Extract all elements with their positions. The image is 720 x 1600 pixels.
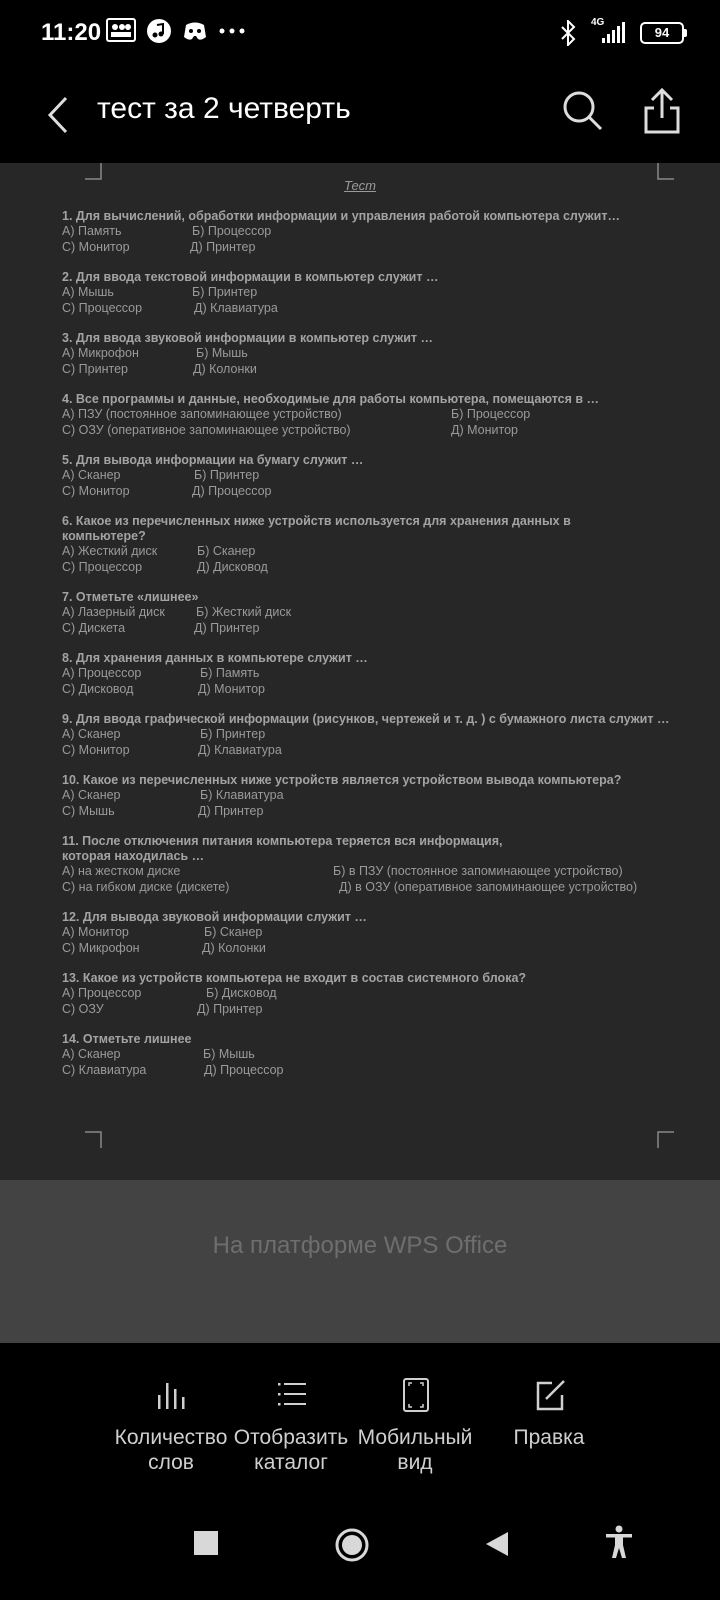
back-nav-icon[interactable] (484, 1531, 510, 1557)
home-icon[interactable] (334, 1527, 370, 1563)
answer-option: Б) Жесткий диск (196, 605, 292, 619)
answer-option: Д) в ОЗУ (оперативное запоминающее устройство) (339, 879, 638, 894)
chart-bars-icon (154, 1377, 190, 1413)
answer-option: С) Мышь (62, 803, 115, 818)
notification-icons (106, 18, 248, 44)
question-1 (62, 209, 682, 255)
answer-option: Д) Колонки (202, 940, 266, 955)
answer-option: Б) Процессор (192, 224, 272, 238)
answer-option: А) Сканер (62, 1047, 121, 1061)
answer-option: А) Лазерный диск (62, 605, 165, 619)
answer-option: Б) Сканер (204, 925, 263, 939)
question-text: 9. Для ввода графической информации (рисунков, чертежей и т. д. ) с бумажного листа служит … (62, 712, 670, 726)
question-9 (62, 712, 682, 758)
answer-option: Б) Процессор (451, 407, 531, 421)
mobile-view-label: вид (397, 1451, 433, 1474)
discord-notification-icon (182, 19, 208, 43)
more-notifications-icon (218, 26, 248, 36)
question-5 (62, 453, 682, 499)
answer-option: А) Процессор (62, 986, 142, 1000)
bluetooth-icon (560, 20, 576, 46)
answer-option: С) Процессор (62, 559, 143, 574)
answer-option: Д) Монитор (451, 422, 518, 437)
question-text: 5. Для вывода информации на бумагу служит … (62, 453, 364, 467)
answer-option: С) Принтер (62, 361, 128, 376)
question-13 (62, 971, 682, 1017)
answer-option: А) ПЗУ (постоянное запоминающее устройство) (62, 407, 342, 421)
answer-option: Б) Мышь (203, 1047, 255, 1061)
answer-option: А) Жесткий диск (62, 544, 158, 558)
share-icon[interactable] (640, 86, 684, 136)
document-title: тест за 2 четверть (97, 92, 351, 125)
question-text: 11. После отключения питания компьютера теряется вся информация, которая находилась … (62, 834, 503, 863)
answer-option: Д) Колонки (193, 361, 257, 376)
answer-option: Д) Дисковод (197, 559, 268, 574)
signal-icon (588, 20, 628, 46)
test-heading: Тест (344, 178, 376, 193)
question-text: 12. Для вывода звуковой информации служит … (62, 910, 367, 924)
question-11 (62, 834, 682, 895)
answer-option: Б) Сканер (197, 544, 256, 558)
question-3 (62, 331, 682, 377)
question-2 (62, 270, 682, 316)
word-count-label: Количество (114, 1426, 228, 1449)
answer-option: Б) Дисковод (206, 986, 277, 1000)
question-text: 7. Отметьте «лишнее» (62, 590, 199, 604)
edit-icon (532, 1377, 568, 1413)
document-viewer[interactable] (0, 163, 720, 1180)
question-4 (62, 392, 682, 438)
answer-option: Д) Принтер (198, 803, 264, 818)
music-notification-icon (146, 18, 172, 44)
show-catalog-label: каталог (254, 1451, 328, 1474)
answer-option: Б) Мышь (196, 346, 248, 360)
recent-apps-icon[interactable] (194, 1531, 218, 1555)
answer-option: А) Сканер (62, 468, 121, 482)
page-corner-mark (85, 1130, 103, 1148)
answer-option: Б) Принтер (192, 285, 258, 299)
answer-option: А) на жестком диске (62, 864, 181, 878)
answer-option: А) Монитор (62, 925, 129, 939)
question-text: 14. Отметьте лишнее (62, 1032, 192, 1046)
answer-option: С) ОЗУ (62, 1001, 104, 1016)
answer-option: А) Сканер (62, 788, 121, 802)
answer-option: Д) Клавиатура (194, 300, 278, 315)
question-6 (62, 514, 682, 575)
word-count-label: слов (148, 1451, 194, 1474)
answer-option: Б) Клавиатура (200, 788, 284, 802)
answer-option: С) Монитор (62, 742, 130, 757)
answer-option: Д) Процессор (204, 1062, 284, 1077)
page-corner-mark (656, 1130, 674, 1148)
answer-option: С) Дискета (62, 620, 126, 635)
answer-option: Б) Принтер (194, 468, 260, 482)
gallery-notification-icon (106, 18, 136, 44)
question-text: 4. Все программы и данные, необходимые для работы компьютера, помещаются в … (62, 392, 600, 406)
system-icons (560, 17, 684, 46)
bottom-toolbar (0, 1343, 720, 1503)
question-8 (62, 651, 682, 697)
question-12 (62, 910, 682, 956)
answer-option: С) Монитор (62, 483, 130, 498)
test-body (62, 209, 682, 1093)
app-bar (0, 70, 720, 163)
answer-option: А) Микрофон (62, 346, 139, 360)
question-text: 1. Для вычислений, обработки информации и управления работой компьютера служит… (62, 209, 620, 223)
network-type: 4G (591, 17, 605, 28)
answer-option: А) Мышь (62, 285, 114, 299)
list-icon (274, 1377, 310, 1413)
answer-option: С) на гибком диске (дискете) (62, 879, 230, 894)
edit-label: Правка (513, 1426, 585, 1449)
answer-option: Б) Принтер (200, 727, 266, 741)
answer-option: С) Монитор (62, 239, 130, 254)
accessibility-icon[interactable] (604, 1525, 634, 1559)
answer-option: С) Процессор (62, 300, 143, 315)
answer-option: Д) Принтер (190, 239, 256, 254)
question-text: 2. Для ввода текстовой информации в компьютер служит … (62, 270, 439, 284)
platform-text: На платформе WPS Office (212, 1232, 508, 1259)
mobile-view-icon (398, 1377, 434, 1413)
signal-indicator (588, 17, 628, 46)
answer-option: Д) Клавиатура (198, 742, 282, 757)
back-button[interactable] (40, 90, 80, 140)
answer-option: Д) Монитор (198, 681, 265, 696)
answer-option: Д) Процессор (192, 483, 272, 498)
system-navigation-bar (0, 1503, 720, 1600)
answer-option: Д) Принтер (197, 1001, 263, 1016)
mobile-view-label: Мобильный (357, 1426, 473, 1449)
question-text: 6. Какое из перечисленных ниже устройств используется для хранения данных в компьютере? (62, 514, 571, 543)
search-icon[interactable] (560, 88, 604, 132)
answer-option: А) Сканер (62, 727, 121, 741)
status-time: 11:20 (41, 19, 102, 46)
question-text: 3. Для ввода звуковой информации в компьютер служит … (62, 331, 434, 345)
answer-option: Б) в ПЗУ (постоянное запоминающее устройство) (333, 864, 623, 878)
answer-option: Д) Принтер (194, 620, 260, 635)
answer-option: С) Дисковод (62, 681, 134, 696)
question-10 (62, 773, 682, 819)
status-bar (0, 0, 720, 70)
answer-option: Б) Память (200, 666, 260, 680)
question-text: 10. Какое из перечисленных ниже устройств является устройством вывода компьютера? (62, 773, 622, 787)
question-14 (62, 1032, 682, 1078)
battery-indicator: 94 (640, 22, 684, 44)
platform-banner (0, 1180, 720, 1343)
answer-option: С) ОЗУ (оперативное запоминающее устройство) (62, 422, 351, 437)
question-text: 8. Для хранения данных в компьютере служит … (62, 651, 368, 665)
answer-option: С) Клавиатура (62, 1062, 147, 1077)
show-catalog-label: Отобразить (233, 1426, 349, 1449)
answer-option: С) Микрофон (62, 940, 140, 955)
question-7 (62, 590, 682, 636)
question-text: 13. Какое из устройств компьютера не входит в состав системного блока? (62, 971, 527, 985)
answer-option: А) Память (62, 224, 122, 238)
answer-option: А) Процессор (62, 666, 142, 680)
